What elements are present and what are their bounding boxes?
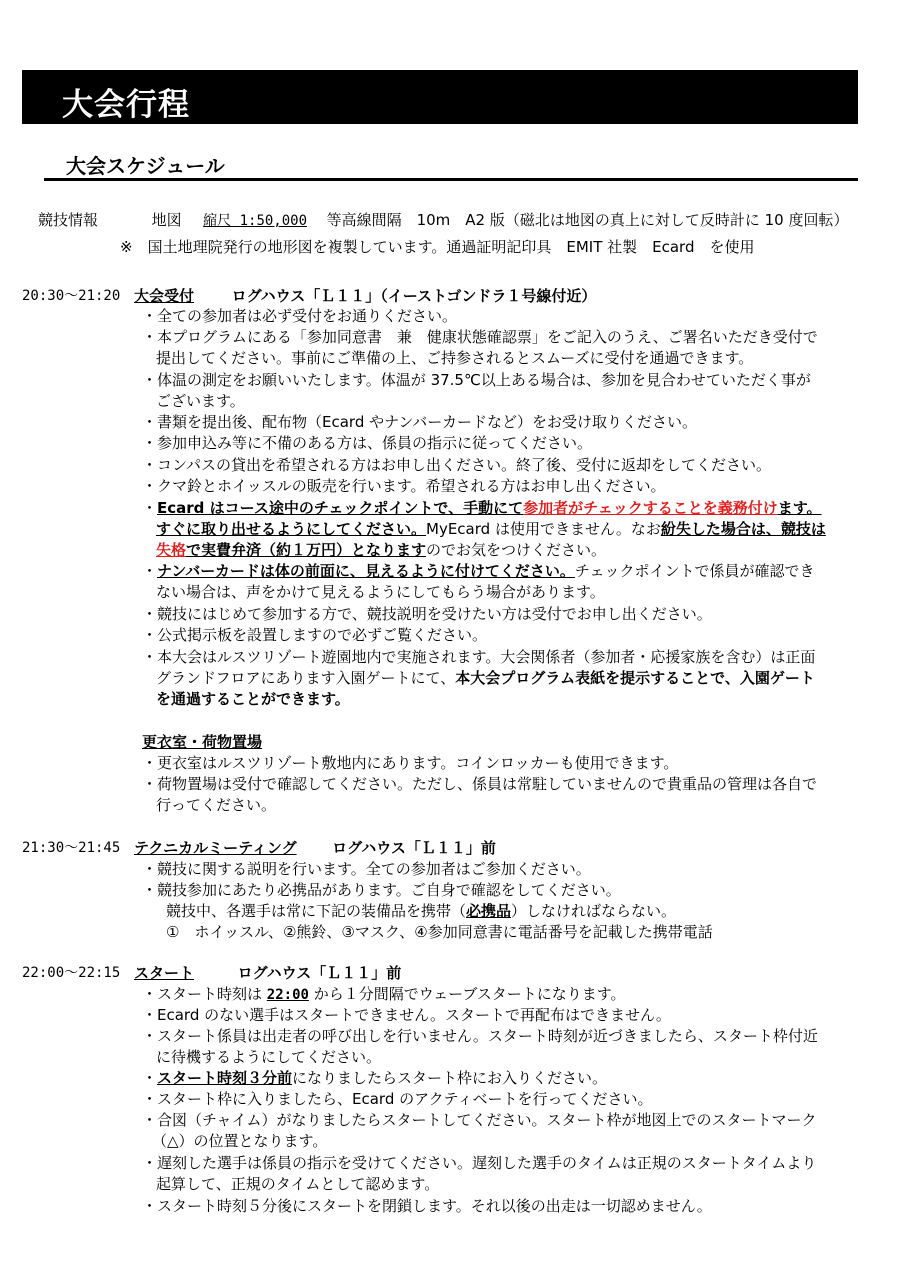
locker-title: 更衣室・荷物置場 xyxy=(142,733,263,751)
bullet: ・ xyxy=(142,499,158,517)
start-line: に待機するようにしてください。 xyxy=(156,1048,382,1066)
reception-line: ございます。 xyxy=(156,392,245,410)
gate-note: グランドフロアにあります入園ゲートにて、 xyxy=(156,669,456,687)
section-title: 大会スケジュール xyxy=(66,154,225,178)
map-label: 地図 xyxy=(151,211,182,229)
ecard-disqualified: 失格 xyxy=(156,541,187,559)
section-divider xyxy=(44,178,858,181)
reception-line: ・競技にはじめて参加する方で、競技説明を受けたい方は受付でお申し出ください。 xyxy=(142,605,712,623)
start-line: 起算して、正規のタイムとして認めます。 xyxy=(156,1175,440,1193)
reception-line: ・本大会はルスツリゾート遊園地内で実施されます。大会関係者（参加者・応援家族を含む）は正面 xyxy=(142,648,816,666)
info-row xyxy=(38,210,848,232)
start-time: 22:00～22:15 xyxy=(22,965,121,981)
ecard-caution: のでお気をつけください。 xyxy=(426,541,607,559)
reception-title: 大会受付 xyxy=(134,287,195,305)
reception-line-ecard xyxy=(156,540,606,561)
reception-line-ecard xyxy=(142,498,822,519)
ecard-fee: で実費弁済（約１万円）となります xyxy=(186,541,427,559)
info-note: ※ 国土地理院発行の地形図を複製しています。通過証明記印具 EMIT 社製 Ecard を使用 xyxy=(120,238,755,256)
start-line-time xyxy=(142,984,626,1006)
start-heading xyxy=(134,963,401,984)
start-line: （△）の位置となります。 xyxy=(152,1132,328,1150)
page-title: 大会行程 xyxy=(62,87,190,123)
gate-notice: 本大会プログラム表紙を提示することで、入園ゲート xyxy=(455,669,815,687)
ecard-notice-end: ます。 xyxy=(777,499,822,517)
ecard-notice: Ecard はコース途中のチェックポイントで、手動にて xyxy=(157,499,524,517)
equipment-note-end: ）しなければならない。 xyxy=(511,902,677,920)
reception-line-number xyxy=(142,561,814,582)
start-line: ・遅刻した選手は係員の指示を受けてください。遅刻した選手のタイムは正規のスタートタイムより xyxy=(142,1154,817,1172)
reception-line: ・書類を提出後、配布物（Ecard やナンバーカードなど）をお受け取りください。 xyxy=(142,413,698,431)
reception-heading xyxy=(134,286,596,307)
start-line-three-minutes xyxy=(142,1068,607,1089)
meeting-line-equipment xyxy=(166,901,676,922)
reception-line: ・体温の測定をお願いいたします。体温が 37.5℃以上ある場合は、参加を見合わせていただく事が xyxy=(142,371,811,389)
reception-line: ・本プログラムにある「参加同意書 兼 健康状態確認票」をご記入のうえ、ご署名いただき受付で xyxy=(142,328,818,346)
reception-line: ・参加申込み等に不備のある方は、係員の指示に従ってください。 xyxy=(142,434,593,452)
reception-line: ・全ての参加者は必ず受付をお通りください。 xyxy=(142,307,458,325)
three-minutes-notice: スタート時刻３分前 xyxy=(157,1069,293,1087)
reception-line: を通過することができます。 xyxy=(156,690,350,708)
meeting-place: ログハウス「Ｌ１１」前 xyxy=(332,839,496,857)
reception-line-ecard xyxy=(156,519,826,540)
start-line: ・スタート係員は出走者の呼び出しを行いません。スタート時刻が近づきましたら、スタート枠付近 xyxy=(142,1027,818,1045)
bullet: ・ xyxy=(142,562,158,580)
reception-line: ・クマ鈴とホイッスルの販売を行います。希望される方はお申し出ください。 xyxy=(142,477,666,495)
start-line: ・合図（チャイム）がなりましたらスタートしてください。スタート枠が地図上でのスタートマーク xyxy=(142,1111,817,1129)
start-line: ・スタート時刻５分後にスタートを閉鎖します。それ以後の出走は一切認めません。 xyxy=(142,1197,712,1215)
ecard-obligation: 参加者がチェックすることを義務付け xyxy=(523,499,778,517)
reception-line: 提出してください。事前にご準備の上、ご持参されるとスムーズに受付を通過できます。 xyxy=(156,349,754,367)
start-title: スタート xyxy=(134,964,195,982)
meeting-heading xyxy=(134,838,496,859)
meeting-title: テクニカルミーティング xyxy=(134,839,297,857)
map-scale: 縮尺 1:50,000 xyxy=(203,213,308,229)
meeting-line: ・競技参加にあたり必携品があります。ご自身で確認をしてください。 xyxy=(142,881,621,899)
reception-place: ログハウス「Ｌ１１」（イーストゴンドラ１号線付近） xyxy=(231,287,597,305)
start-frame-note: になりましたらスタート枠にお入りください。 xyxy=(292,1069,608,1087)
ecard-ready: すぐに取り出せるようにしてください。 xyxy=(156,520,427,538)
locker-line: ・荷物置場は受付で確認してください。ただし、係員は常駐していませんので貴重品の管理は各自で xyxy=(142,775,818,793)
reception-line: ・コンパスの貸出を希望される方はお申し出ください。終了後、受付に返却をしてください。 xyxy=(142,456,771,474)
start-note: ・スタート時刻は xyxy=(142,985,267,1003)
reception-line: ない場合は、声をかけて見えるようにしてもらう場合があります。 xyxy=(156,583,605,601)
ecard-lost: 紛失した場合は、競技は xyxy=(660,520,826,538)
equipment-required: 必携品 xyxy=(466,902,512,920)
map-details: 等高線間隔 10m A2 版（磁北は地図の真上に対して反時計に 10 度回転） xyxy=(326,211,849,229)
number-card-notice: ナンバーカードは体の前面に、見えるように付けてください。 xyxy=(157,562,575,580)
number-card-check: チェックポイントで係員が確認でき xyxy=(574,562,815,580)
bullet: ・ xyxy=(142,1069,158,1087)
reception-time: 20:30～21:20 xyxy=(22,288,121,304)
start-line: ・スタート枠に入りましたら、Ecard のアクティベートを行ってください。 xyxy=(142,1090,653,1108)
meeting-time: 21:30～21:45 xyxy=(22,840,121,856)
reception-line: ・公式掲示板を設置しますので必ずご覧ください。 xyxy=(142,626,488,644)
start-line: ・Ecard のない選手はスタートできません。スタートで再配布はできません。 xyxy=(142,1006,671,1024)
meeting-line: ① ホイッスル、②熊鈴、③マスク、④参加同意書に電話番号を記載した携帯電話 xyxy=(166,923,713,941)
myecard-note: MyEcard は使用できません。なお xyxy=(426,520,661,538)
start-place: ログハウス「Ｌ１１」前 xyxy=(237,964,402,982)
info-label: 競技情報 xyxy=(38,211,99,229)
locker-line: 行ってください。 xyxy=(156,796,277,814)
locker-line: ・更衣室はルスツリゾート敷地内にあります。コインロッカーも使用できます。 xyxy=(142,754,679,772)
start-clock: 22:00 xyxy=(266,987,309,1003)
meeting-line: ・競技に関する説明を行います。全ての参加者はご参加ください。 xyxy=(142,860,591,878)
reception-line-gate xyxy=(156,668,815,689)
header-banner xyxy=(22,70,858,124)
start-note-end: から１分間隔でウェーブスタートになります。 xyxy=(308,985,626,1003)
equipment-note: 競技中、各選手は常に下記の装備品を携帯（ xyxy=(166,902,467,920)
